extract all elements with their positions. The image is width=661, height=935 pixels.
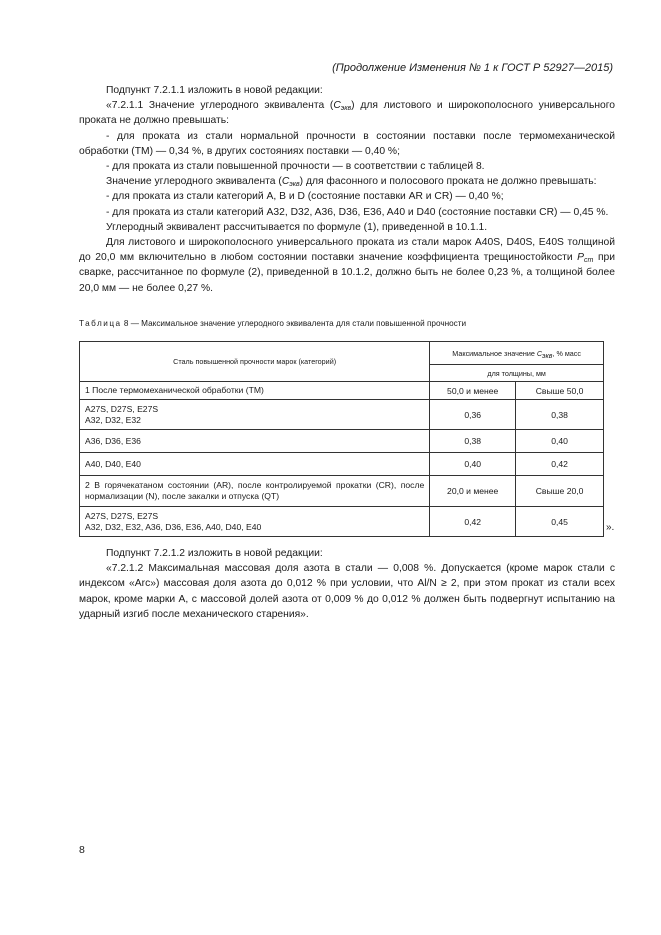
subscript-ekv: экв bbox=[289, 181, 300, 189]
cell-value: 0,42 bbox=[430, 507, 516, 537]
caption-word: Таблица bbox=[79, 319, 122, 328]
cell-value: 0,40 bbox=[516, 430, 604, 453]
cell-value: 0,45 bbox=[516, 507, 604, 537]
symbol-c: C bbox=[333, 100, 341, 112]
body-text bbox=[79, 83, 615, 296]
header-thickness: для толщины, мм bbox=[430, 365, 604, 382]
paragraph-7-2-1-2: «7.2.1.2 Максимальная массовая доля азота в стали — 0,008 %. Допускается (кроме марок стали с индексом «Arc») массовая доля азота до 0,012 % при условии, что Al/N ≥ 2, при этом прокат из стали всех марок, кроме марки A, с массовой долей азота от 0,009 % до 0,012 % должен быть подвергнут испытанию на ударный изгиб после механического старения». bbox=[79, 563, 615, 620]
row-label: A36, D36, E36 bbox=[80, 430, 430, 453]
symbol-c: C bbox=[536, 348, 543, 358]
text-fragment: Максимальное значение bbox=[452, 348, 537, 358]
table-row bbox=[80, 430, 604, 453]
table-row bbox=[80, 400, 604, 430]
body-text-2 bbox=[79, 546, 615, 622]
page-number: 8 bbox=[79, 844, 85, 856]
subscript-ekv: экв bbox=[542, 352, 553, 360]
cell-value: Свыше 20,0 bbox=[516, 476, 604, 507]
symbol-p: P bbox=[577, 252, 585, 264]
symbol-c: C bbox=[281, 176, 290, 188]
row-label bbox=[80, 400, 430, 430]
text-fragment: Для листового и широкополосного универсального проката из стали марок A40S, D40S, E40S толщиной до 20,0 мм включительно в любом состоянии поставки значение коэффициента трещиностойкости bbox=[79, 237, 615, 264]
row-label: A40, D40, E40 bbox=[80, 453, 430, 476]
list-item: - для проката из стали категорий A, B и D (состояние поставки AR и CR) — 0,40 %; bbox=[106, 191, 504, 203]
document-header: (Продолжение Изменения № 1 к ГОСТ Р 52927—2015) bbox=[332, 62, 613, 74]
text-fragment: «7.2.1.1 Значение углеродного эквивалента ( bbox=[106, 100, 334, 112]
label-line: A32, D32, E32, A36, D36, E36, A40, D40, E40 bbox=[85, 521, 262, 532]
cell-value: 0,42 bbox=[516, 453, 604, 476]
text-fragment: Значение углеродного эквивалента ( bbox=[106, 176, 282, 188]
table-row bbox=[80, 476, 604, 507]
label-line: A32, D32, E32 bbox=[85, 414, 141, 425]
cell-value: 0,40 bbox=[430, 453, 516, 476]
text-fragment: , % масс bbox=[552, 348, 581, 358]
cell-value: 0,38 bbox=[516, 400, 604, 430]
text-fragment: ) для фасонного и полосового проката не должно превышать: bbox=[299, 176, 597, 188]
paragraph-7-2-1-1 bbox=[79, 98, 615, 128]
paragraph-formula-ref: Углеродный эквивалент рассчитывается по формуле (1), приведенной в 10.1.1. bbox=[106, 221, 488, 233]
paragraph-section-shapes bbox=[79, 174, 615, 189]
paragraph-pcm bbox=[79, 235, 615, 296]
cell-value: 0,38 bbox=[430, 430, 516, 453]
text-fragment: при сварке, рассчитанное по формуле (2), приведенной в 10.1.2, должно быть не более 0,23 %, а толщиной более 20,0 мм — не более 0,27 %. bbox=[79, 252, 615, 294]
paragraph-intro: Подпункт 7.2.1.1 изложить в новой редакции: bbox=[106, 85, 323, 96]
row-label bbox=[80, 507, 430, 537]
header-steel: Сталь повышенной прочности марок (категорий) bbox=[80, 342, 430, 382]
label-line: A27S, D27S, E27S bbox=[85, 403, 159, 414]
text-fragment: ) для листового и широкополосного универсального проката не должно превышать: bbox=[79, 100, 615, 127]
table-row bbox=[80, 453, 604, 476]
table-row bbox=[80, 382, 604, 400]
table-caption bbox=[79, 319, 615, 328]
header-max-cekv bbox=[430, 342, 604, 365]
row-label: 2 В горячекатаном состоянии (AR), после контролируемой прокатки (CR), после нормализации (N), после закалки и отпуска (QT) bbox=[80, 476, 430, 507]
table-8 bbox=[79, 341, 604, 537]
closing-quote: ». bbox=[606, 522, 615, 533]
list-item: - для проката из стали нормальной прочности в состоянии поставки после термомеханической обработки (ТМ) — 0,34 %, в других состояниях поставки — 0,40 %; bbox=[79, 130, 615, 157]
label-line: A27S, D27S, E27S bbox=[85, 510, 159, 521]
subscript-ekv: экв bbox=[340, 105, 352, 113]
cell-value: 50,0 и менее bbox=[430, 382, 516, 400]
caption-text: 8 — Максимальное значение углеродного эквивалента для стали повышенной прочности bbox=[121, 319, 467, 328]
table-row bbox=[80, 507, 604, 537]
cell-value: 0,36 bbox=[430, 400, 516, 430]
row-label: 1 После термомеханической обработки (ТМ) bbox=[80, 382, 430, 400]
cell-value: Свыше 50,0 bbox=[516, 382, 604, 400]
subscript-cm: cm bbox=[584, 257, 594, 265]
list-item: - для проката из стали категорий A32, D32, A36, D36, E36, A40 и D40 (состояние поставки CR) — 0,45 %. bbox=[106, 206, 609, 218]
cell-value: 20,0 и менее bbox=[430, 476, 516, 507]
list-item: - для проката из стали повышенной прочности — в соответствии с таблицей 8. bbox=[106, 161, 485, 173]
paragraph-intro-2: Подпункт 7.2.1.2 изложить в новой редакции: bbox=[106, 548, 323, 559]
